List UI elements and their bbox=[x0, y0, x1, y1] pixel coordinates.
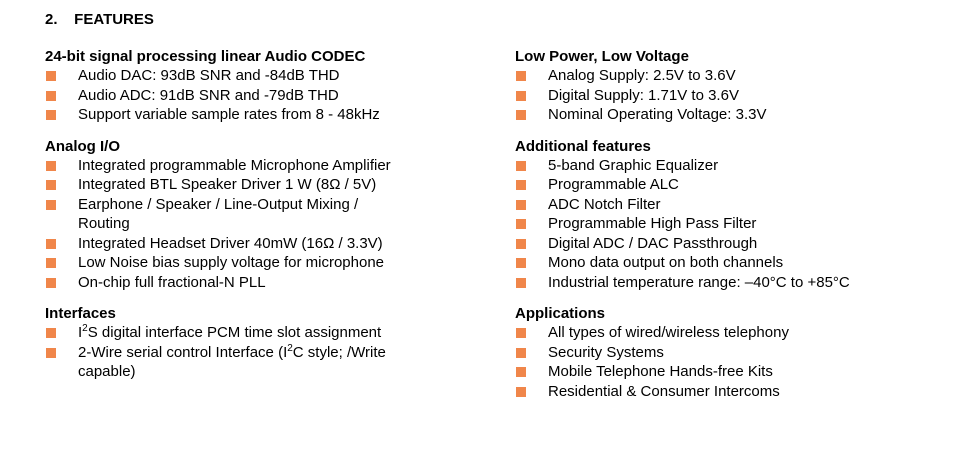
list-item-text: Analog Supply: 2.5V to 3.6V bbox=[548, 67, 736, 84]
list-item bbox=[45, 234, 475, 254]
applications-group-title: Applications bbox=[515, 305, 606, 322]
list-item-text: Audio DAC: 93dB SNR and -84dB THD bbox=[78, 67, 340, 84]
low-power-group-title: Low Power, Low Voltage bbox=[515, 48, 689, 65]
additional-features-group-title: Additional features bbox=[515, 137, 651, 155]
list-item-text: Mobile Telephone Hands-free Kits bbox=[548, 363, 773, 380]
list-item-text: 5-band Graphic Equalizer bbox=[548, 156, 719, 174]
square-bullet-icon bbox=[516, 239, 526, 249]
right-column bbox=[515, 47, 945, 413]
square-bullet-icon bbox=[516, 348, 526, 358]
list-item-text: Integrated programmable Microphone Amplifier bbox=[78, 156, 391, 174]
square-bullet-icon bbox=[516, 367, 526, 377]
square-bullet-icon bbox=[516, 180, 526, 190]
list-item bbox=[515, 343, 945, 363]
analog-io-group-title: Analog I/O bbox=[45, 137, 120, 155]
square-bullet-icon bbox=[46, 258, 56, 268]
list-item-text: Digital Supply: 1.71V to 3.6V bbox=[548, 86, 739, 104]
list-item bbox=[515, 105, 945, 125]
analog-io-group bbox=[45, 137, 475, 293]
low-power-group bbox=[515, 47, 945, 125]
list-item-text: Nominal Operating Voltage: 3.3V bbox=[548, 106, 767, 123]
square-bullet-icon bbox=[46, 278, 56, 288]
list-item-text: Integrated BTL Speaker Driver 1 W (8Ω / 5V) bbox=[78, 176, 377, 193]
square-bullet-icon bbox=[46, 348, 56, 358]
list-item bbox=[45, 156, 475, 176]
low-power-list bbox=[515, 66, 945, 125]
square-bullet-icon bbox=[516, 110, 526, 120]
list-item bbox=[515, 273, 945, 293]
square-bullet-icon bbox=[516, 328, 526, 338]
list-item-text: Programmable ALC bbox=[548, 176, 679, 193]
list-item bbox=[515, 253, 945, 273]
list-item-text: Support variable sample rates from 8 - 48kHz bbox=[78, 106, 380, 123]
list-item bbox=[515, 156, 945, 176]
square-bullet-icon bbox=[516, 91, 526, 101]
square-bullet-icon bbox=[516, 71, 526, 81]
interfaces-group-title: Interfaces bbox=[45, 305, 116, 322]
list-item-text: Programmable High Pass Filter bbox=[548, 215, 757, 232]
list-item-text: Earphone / Speaker / Line-Output Mixing / Routing bbox=[78, 195, 359, 232]
list-item-text: Industrial temperature range: –40°C to +85°C bbox=[548, 273, 850, 291]
applications-group bbox=[515, 304, 945, 401]
list-item bbox=[45, 323, 475, 343]
list-item bbox=[45, 86, 475, 106]
square-bullet-icon bbox=[46, 200, 56, 210]
square-bullet-icon bbox=[46, 71, 56, 81]
list-item-text: $I^2S$ digital interface PCM time slot assignment bbox=[78, 323, 382, 341]
list-item bbox=[45, 195, 398, 234]
square-bullet-icon bbox=[516, 200, 526, 210]
list-item bbox=[515, 362, 945, 382]
list-item bbox=[45, 175, 475, 195]
list-item bbox=[45, 343, 438, 382]
analog-io-list bbox=[45, 156, 475, 293]
square-bullet-icon bbox=[516, 161, 526, 171]
list-item-text: On-chip full fractional-N PLL bbox=[78, 273, 266, 291]
codec-group-title: 24-bit signal processing linear Audio CODEC bbox=[45, 48, 366, 65]
square-bullet-icon bbox=[516, 387, 526, 397]
square-bullet-icon bbox=[46, 161, 56, 171]
list-item-text: Mono data output on both channels bbox=[548, 254, 784, 271]
square-bullet-icon bbox=[46, 91, 56, 101]
list-item bbox=[45, 273, 475, 293]
list-item-text: All types of wired/wireless telephony bbox=[548, 324, 789, 341]
list-item bbox=[515, 382, 945, 402]
list-item bbox=[515, 323, 945, 343]
applications-list bbox=[515, 323, 945, 401]
interfaces-list bbox=[45, 323, 475, 382]
additional-features-group bbox=[515, 137, 945, 293]
list-item-text: ADC Notch Filter bbox=[548, 195, 661, 213]
square-bullet-icon bbox=[46, 239, 56, 249]
list-item-text: 2-Wire serial control Interface ($I^2C$ style; /Write capable) bbox=[78, 342, 386, 380]
list-item-text: Low Noise bias supply voltage for microphone bbox=[78, 254, 384, 271]
list-item bbox=[515, 66, 945, 86]
list-item bbox=[45, 66, 475, 86]
square-bullet-icon bbox=[46, 180, 56, 190]
list-item bbox=[515, 175, 945, 195]
interfaces-group bbox=[45, 304, 475, 382]
section-title: 2. FEATURES bbox=[45, 11, 154, 28]
list-item bbox=[515, 234, 945, 254]
list-item-text: Integrated Headset Driver 40mW (16Ω / 3.3V) bbox=[78, 234, 383, 252]
list-item-text: Digital ADC / DAC Passthrough bbox=[548, 234, 758, 252]
list-item-text: Security Systems bbox=[548, 343, 664, 361]
square-bullet-icon bbox=[516, 219, 526, 229]
list-item bbox=[515, 86, 945, 106]
list-item-text: Audio ADC: 91dB SNR and -79dB THD bbox=[78, 86, 339, 104]
list-item-text: Residential & Consumer Intercoms bbox=[548, 382, 780, 400]
list-item bbox=[515, 214, 945, 234]
list-item bbox=[45, 105, 475, 125]
additional-features-list bbox=[515, 156, 945, 293]
codec-group bbox=[45, 47, 475, 125]
list-item bbox=[515, 195, 945, 215]
left-column bbox=[45, 47, 475, 394]
list-item bbox=[45, 253, 475, 273]
square-bullet-icon bbox=[516, 258, 526, 268]
square-bullet-icon bbox=[516, 278, 526, 288]
square-bullet-icon bbox=[46, 328, 56, 338]
square-bullet-icon bbox=[46, 110, 56, 120]
codec-list bbox=[45, 66, 475, 125]
